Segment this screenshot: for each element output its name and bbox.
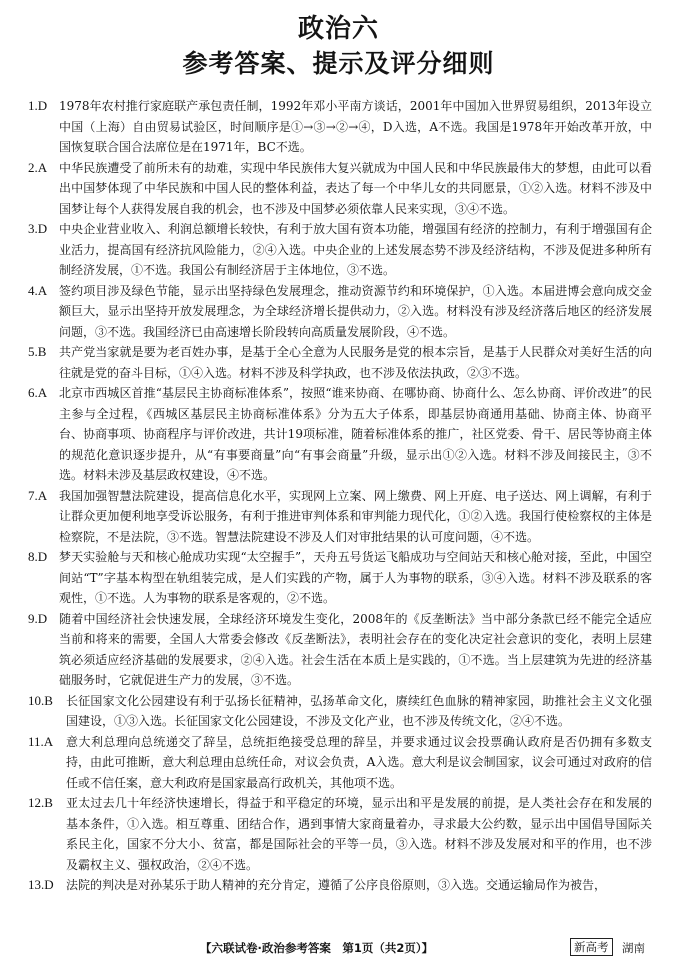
- answer-explanation: 随着中国经济社会快速发展，全球经济环境发生变化，2008年的《反垄断法》当中部分条款已经不能完全适应当前和将来的需要，全国人大常委会修改《反垄断法》，表明社会存在的变化决定社会意识的变化，表明上层建筑必须适应经济基础的发展要求，②④入选。社会生活在本质上是实践的，①不选。当上层建筑为先进的经济基础服务时，它就促进生产力的发展，③不选。: [59, 611, 652, 687]
- answer-item: [28, 732, 652, 794]
- answer-number: 11.A: [28, 733, 54, 749]
- answer-number: 5.B: [28, 344, 47, 359]
- document-subtitle: 参考答案、提示及评分细则: [182, 49, 495, 78]
- answer-number: 10.B: [28, 692, 53, 708]
- answer-number: 13.D: [28, 877, 54, 892]
- answer-item: [28, 486, 652, 548]
- answer-number: 9.D: [28, 610, 48, 626]
- answer-item: [28, 875, 652, 896]
- answer-item: [28, 342, 652, 383]
- answer-explanation: 法院的判决是对孙某乐于助人精神的充分肯定，遵循了公序良俗原则，③入选。交通运输局作为被告，: [66, 878, 607, 892]
- answer-explanation: 共产党当家就是要为老百姓办事，是基于全心全意为人民服务是党的根本宗旨，是基于人民群众对美好生活的向往就是党的奋斗目标，①④入选。材料不涉及科学执政，也不涉及依法执政，②③不选。: [59, 345, 652, 380]
- footer-badge: 新高考: [570, 938, 613, 956]
- answer-explanation: 北京市西城区首推“基层民主协商标准体系”，按照“谁来协商、在哪协商、协商什么、怎么协商、评价改进”的民主参与全过程，《西城区基层民主协商标准体系》分为五大子体系，即基层协商通用基础、协商主体、协商平台、协商事项、协商程序与评价改进，共计19项标准，随着标准体系的推广，社区党委、骨干、居民等协商主体的规范化意识逐步提升，从“有事要商量”向“有事会商量”升级，显示出①②入选。材料不涉及间接民主，③不选。材料未涉及基层政权建设，④不选。: [59, 386, 652, 482]
- answer-item: [28, 609, 652, 691]
- answer-number: 4.A: [28, 282, 48, 298]
- answer-explanation: 我国加强智慧法院建设，提高信息化水平，实现网上立案、网上缴费、网上开庭、电子送达、网上调解，有利于让群众更加便利地享受诉讼服务，有利于推进审判体系和审判能力现代化，①②入选。我国行使检察权的主体是检察院，不是法院，③不选。智慧法院建设不涉及人们对审批结果的认可度问题，④不选。: [59, 488, 652, 544]
- document-title: 政治六: [297, 14, 379, 44]
- answer-list: [28, 96, 652, 896]
- answer-explanation: 长征国家文化公园建设有利于弘扬长征精神，弘扬革命文化，赓续红色血脉的精神家园，助推社会主义文化强国建设，①③入选。长征国家文化公园建设，不涉及文化产业，也不涉及传统文化，②④不选。: [66, 693, 652, 728]
- answer-explanation: 中华民族遭受了前所未有的劫难，实现中华民族伟大复兴就成为中国人民和中华民族最伟大的梦想，由此可以看出中国梦体现了中华民族和中国人民的整体利益，表达了每一个中华儿女的共同愿景，①②入选。材料不涉及中国梦让每个人获得发展自我的机会，也不涉及中国梦必须依靠人民来实现，③④不选。: [59, 160, 652, 216]
- page-footer: [0, 938, 677, 958]
- answer-explanation: 亚太过去几十年经济快速增长，得益于和平稳定的环境，显示出和平是发展的前提，是人类社会存在和发展的基本条件，①入选。相互尊重、团结合作，遇到事情大家商量着办，寻求最大公约数，显示出中国倡导国际关系民主化，国家不分大小、贫富，都是国际社会的平等一员，③入选。材料不涉及发展对和平的作用，也不涉及霸权主义、强权政治，②④不选。: [66, 796, 652, 872]
- footer-page-info: 【六联试卷·政治参考答案 第1页（共2页）】: [200, 941, 434, 955]
- answer-item: [28, 383, 652, 486]
- answer-explanation: 中央企业营业收入、利润总额增长较快，有利于放大国有资本功能，增强国有经济的控制力，有利于增强国有企业活力，提高国有经济抗风险能力，②④入选。中央企业的上述发展态势不涉及经济结构，不涉及促进多种所有制经济发展，①不选。我国公有制经济居于主体地位，③不选。: [59, 222, 652, 277]
- answer-explanation: 意大利总理向总统递交了辞呈，总统拒绝接受总理的辞呈，并要求通过议会投票确认政府是否仍拥有多数支持，由此可推断，意大利总理由总统任命，对议会负责，A入选。意大利是议会制国家，议会可通过对政府的信任或不信任案，意大利政府是国家最高行政机关，其他项不选。: [66, 734, 652, 790]
- answer-explanation: 签约项目涉及绿色节能，显示出坚持绿色发展理念，推动资源节约和环境保护，①入选。本届进博会意向成交金额巨大，显示出坚持开放发展理念，为全球经济增长提供动力，②入选。材料没有涉及经济落后地区的经济发展问题，③不选。我国经济已由高速增长阶段转向高质量发展阶段，④不选。: [59, 283, 652, 339]
- answer-item: [28, 281, 652, 343]
- answer-number: 2.A: [28, 159, 48, 175]
- answer-item: [28, 691, 652, 732]
- answer-item: [28, 547, 652, 609]
- answer-explanation: 1978年农村推行家庭联产承包责任制，1992年邓小平南方谈话，2001年中国加入世界贸易组织，2013年设立中国（上海）自由贸易试验区，时间顺序是①→③→②→④，D入选，A不选。我国是1978年开始改革开放，中国恢复联合国合法席位是在1971年，BC不选。: [59, 99, 652, 154]
- answer-number: 3.D: [28, 221, 48, 236]
- answer-item: [28, 793, 652, 875]
- answer-number: 6.A: [28, 385, 48, 400]
- answer-number: 7.A: [28, 487, 48, 503]
- answer-item: [28, 96, 652, 158]
- footer-region: 湖南: [622, 941, 645, 955]
- answer-number: 12.B: [28, 795, 53, 810]
- answer-explanation: 梦天实验舱与天和核心舱成功实现“太空握手”，天舟五号货运飞船成功与空间站天和核心舱对接，至此，中国空间站“T”字基本构型在轨组装完成，是人们实践的产物，属于人为事物的联系，③④入选。材料不涉及联系的客观性，①不选。人为事物的联系是客观的，②不选。: [59, 550, 652, 605]
- answer-item: [28, 219, 652, 281]
- answer-number: 8.D: [28, 549, 48, 564]
- answer-item: [28, 158, 652, 220]
- answer-number: 1.D: [28, 98, 48, 113]
